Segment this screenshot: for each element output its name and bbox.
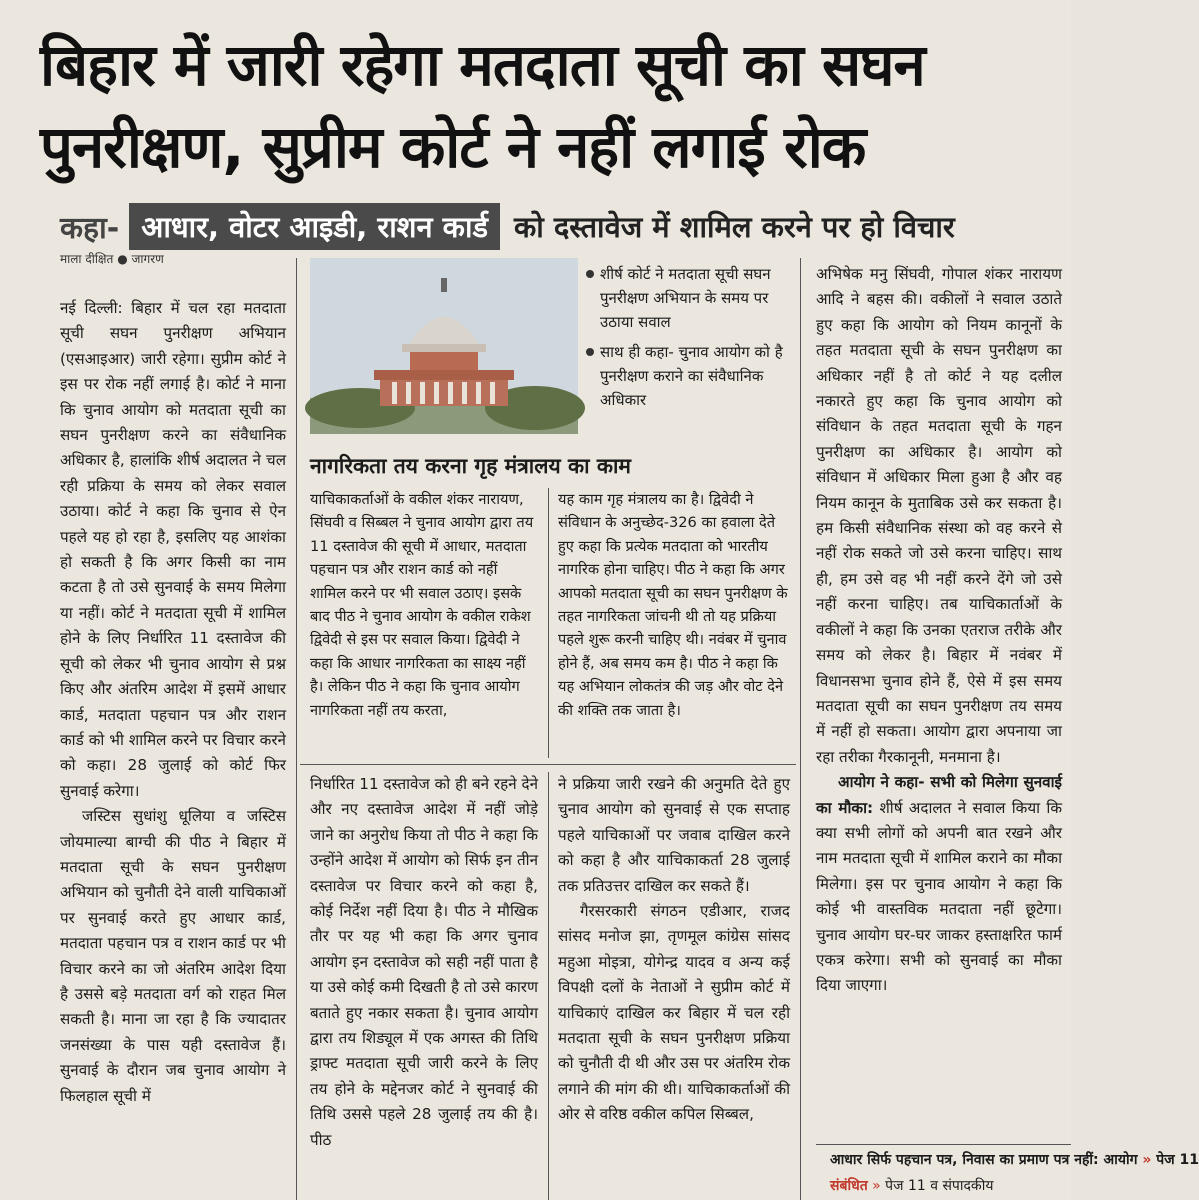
col3-paragraph-2: गैरसरकारी संगठन एडीआर, राजद सांसद मनोज झा, तृणमूल कांग्रेस सांसद महुआ मोइत्रा, योगेन्द्र यादव व अन्य कई विपक्षी दलों के नेताओं ने सुप्रीम कोर्ट में याचिकाएं दाखिल कर बिहार में चल रही मतदाता सूची के सघन पुनरीक्षण प्रक्रिया को चुनौती दी थी और उस पर अंतरिम रोक लगाने की मांग की थी। याचिकाकर्ताओं की ओर से वरिष्ठ वकील कपिल सिब्बल, <box>558 902 790 1124</box>
column-1 <box>60 296 286 1200</box>
footer-reference-2 <box>830 1176 1071 1195</box>
headline-line-2: पुनरीक्षण, सुप्रीम कोर्ट ने नहीं लगाई रोक <box>40 113 866 181</box>
footer-related-text: पेज 11 व संपादकीय <box>885 1178 994 1194</box>
sidebar-bottom-rule <box>300 764 796 765</box>
column-4 <box>816 262 1062 1142</box>
subheadline <box>60 198 1060 254</box>
column-2-bottom: निर्धारित 11 दस्तावेज को ही बने रहने देने और नए दस्तावेज आदेश में नहीं जोड़े जाने का अनुरोध किया तो पीठ ने कहा कि उन्होंने आदेश में आयोग को सिर्फ इन तीन दस्तावेज पर विचार करने को कहा है, कोई निर्देश नहीं दिया है। पीठ ने मौखिक तौर पर यह भी कहा कि अगर चुनाव आयोग इन दस्तावेज को सही नहीं पाता है या उसे कोई कमी दिखती है तो उसे कारण बताते हुए नकार सकता है। चुनाव आयोग द्वारा तय शिड्यूल में एक अगस्त की तिथि ड्राफ्ट मतदाता सूची जारी करने के लिए तय होने के मद्देनजर कोर्ट ने सुनवाई की तिथि उससे पहले 28 जुलाई तय की है। पीठ <box>310 775 538 1149</box>
footer-ref-page: पेज 11 <box>1156 1152 1199 1168</box>
col4-paragraph-1: अभिषेक मनु सिंघवी, गोपाल शंकर नारायण आदि ने बहस की। वकीलों ने सवाल उठाते हुए कहा कि आयोग को नियम कानूनों के तहत मतदाता सूची के सघन पुनरीक्षण का अधिकार नहीं है तो कोर्ट ने यह दलील नकारते हुए कहा कि चुनाव आयोग को संविधान के तहत मतदाता सूची के गहन पुनरीक्षण का अधिकार है। आयोग को संविधान में अधिकार मिला हुआ है और वह नियम कानून के मुताबिक उसे कर सकता है। हम किसी संवैधानिक संस्था को वह करने से नहीं रोक सकते जो उसे करना चाहिए। साथ ही, हम उसे वह भी नहीं करने देंगे जो उसे नहीं करना चाहिए। तब याचिकार्ताओं के वकीलों ने कहा कि उनका एतराज तरीके और समय को लेकर है। बिहार में नवंबर में विधानसभा चुनाव होने हैं, ऐसे में इस समय मतदाता सूची का सघन पुनरीक्षण तय समय में नहीं हो सकता। आयोग द्वारा अपनाया जा रहा तरीका गैरकानूनी, मनमाना है। <box>816 265 1062 766</box>
supreme-court-building-icon <box>310 258 578 434</box>
key-points <box>586 262 796 418</box>
sidebar-left-text: याचिकाकर्ताओं के वकील शंकर नारायण, सिंघवी व सिब्बल ने चुनाव आयोग द्वारा तय 11 दस्तावेज की सूची में आधार, मतदाता पहचान पत्र और राशन कार्ड को नहीं शामिल करने पर भी सवाल उठाए। इसके बाद पीठ ने चुनाव आयोग के वकील राकेश द्विवेदी से इस पर सवाल किया। द्विवेदी ने कहा कि आधार नागरिकता का साक्ष्य नहीं है। लेकिन पीठ ने कहा कि चुनाव आयोग नागरिकता नहीं तय करता, <box>310 491 534 719</box>
byline-dot: ● <box>117 252 132 266</box>
footer-rule <box>816 1144 1071 1145</box>
byline <box>60 250 164 267</box>
footer-arrow-icon: » <box>1142 1152 1152 1168</box>
col3-paragraph-1: ने प्रक्रिया जारी रखने की अनुमति देते हुए चुनाव आयोग को सुनवाई से एक सप्ताह पहले याचिकाओं पर जवाब दाखिल करने को कहा है और याचिकाकर्ता 28 जुलाई तक प्रतिउत्तर दाखिल कर सकते हैं। <box>558 775 790 895</box>
byline-source: जागरण <box>131 252 164 266</box>
col4-paragraph-2: शीर्ष अदालत ने सवाल किया कि क्या सभी लोगों को अपनी बात रखने और नाम मतदाता सूची में शामिल कराने का मौका मिलेगा। इस पर चुनाव आयोग ने कहा कि कोई भी वास्तविक मतदाता नहीं छूटेगा। चुनाव आयोग घर-घर जाकर हस्ताक्षरित फार्म एकत्र करेगा। सभी को सुनवाई का मौका दिया जाएगा। <box>816 798 1063 995</box>
headline-line-1: बिहार में जारी रहेगा मतदाता सूची का सघन <box>40 31 925 99</box>
footer-related-label: संबंधित <box>830 1178 868 1194</box>
byline-author: माला दीक्षित <box>60 252 114 266</box>
col1-paragraph-1: नई दिल्ली: बिहार में चल रहा मतदाता सूची सघन पुनरीक्षण अभियान (एसआइआर) जारी रहेगा। सुप्रीम कोर्ट ने इस पर रोक नहीं लगाई है। कोर्ट ने माना कि चुनाव आयोग को मतदाता सूची का सघन पुनरीक्षण करने का संवैधानिक अधिकार है, हालांकि शीर्ष अदालत ने चल रही प्रक्रिया के समय को लेकर सवाल उठाया। कोर्ट ने कहा कि चुनाव से ऐन पहले यह हो रहा है, इसलिए यह आशंका हो सकती है कि अगर किसी का नाम कटता है तो उसे सुनवाई के समय मिलेगा या नहीं। कोर्ट ने मतदाता सूची में शामिल होने के लिए निर्धारित 11 दस्तावेज की सूची को लेकर भी चुनाव आयोग से प्रश्न किए और अंतरिम आदेश में इसमें आधार कार्ड, मतदाता पहचान पत्र और राशन कार्ड को भी शामिल करने पर विचार करने को कहा। 28 जुलाई को कोर्ट फिर सुनवाई करेगा। <box>60 299 286 800</box>
subheadline-prefix: कहा- <box>60 210 120 246</box>
col1-paragraph-2: जस्टिस सुधांशु धूलिया व जस्टिस जोयमाल्या बाग्ची की पीठ ने बिहार में मतदाता सूची के सघन पुनरीक्षण अभियान को चुनौती देने वाली याचिकाओं पर सुनवाई करते हुए आधार कार्ड, मतदाता पहचान पत्र व राशन कार्ड पर भी विचार करने का जो अंतरिम आदेश दिया है उससे बड़े मतदाता वर्ग को राहत मिल सकती है। माना जा रहा है कि ज्यादातर जनसंख्या के पास यही दस्तावेज हैं। सुनवाई के दौरान जब चुनाव आयोग ने फिलहाल सूची में <box>60 807 286 1105</box>
key-point-1: शीर्ष कोर्ट ने मतदाता सूची सघन पुनरीक्षण अभियान के समय पर उठाया सवाल <box>586 262 796 334</box>
column-divider-right <box>800 258 801 1200</box>
footer-arrow-icon-2: » <box>872 1178 881 1194</box>
footer-reference-1 <box>830 1150 1199 1169</box>
column-divider-2 <box>548 772 549 1200</box>
subheadline-rest: को दस्तावेज में शामिल करने पर हो विचार <box>513 209 955 244</box>
sidebar-right-text: यह काम गृह मंत्रालय का है। द्विवेदी ने संविधान के अनुच्छेद-326 का हवाला देते हुए कहा कि प्रत्येक मतदाता को भारतीय नागरिक होना चाहिए। पीठ ने कहा कि अगर आपको मतदाता सूची का सघन पुनरीक्षण के तहत नागरिकता जांचनी थी तो यह प्रक्रिया पहले शुरू करनी चाहिए थी। नवंबर में चुनाव होने हैं, अब समय कम है। पीठ ने कहा कि यह अभियान लोकतंत्र की जड़ और वोट देने की शक्ति तक जाता है। <box>558 491 788 719</box>
col4-subhead: आयोग ने कहा- सभी को मिलेगा सुनवाई का मौका: <box>816 773 1062 817</box>
column-divider <box>296 258 297 1200</box>
supreme-court-photo <box>310 258 578 434</box>
sidebar-divider <box>548 488 549 758</box>
footer-ref-text: आधार सिर्फ पहचान पत्र, निवास का प्रमाण पत्र नहीं: आयोग <box>830 1152 1138 1168</box>
subheadline-highlight: आधार, वोटर आइडी, राशन कार्ड <box>129 203 500 250</box>
sidebar-heading: नागरिकता तय करना गृह मंत्रालय का काम <box>310 454 631 478</box>
column-3-bottom <box>558 772 790 1200</box>
key-point-2: साथ ही कहा- चुनाव आयोग को है पुनरीक्षण कराने का संवैधानिक अधिकार <box>586 340 796 412</box>
